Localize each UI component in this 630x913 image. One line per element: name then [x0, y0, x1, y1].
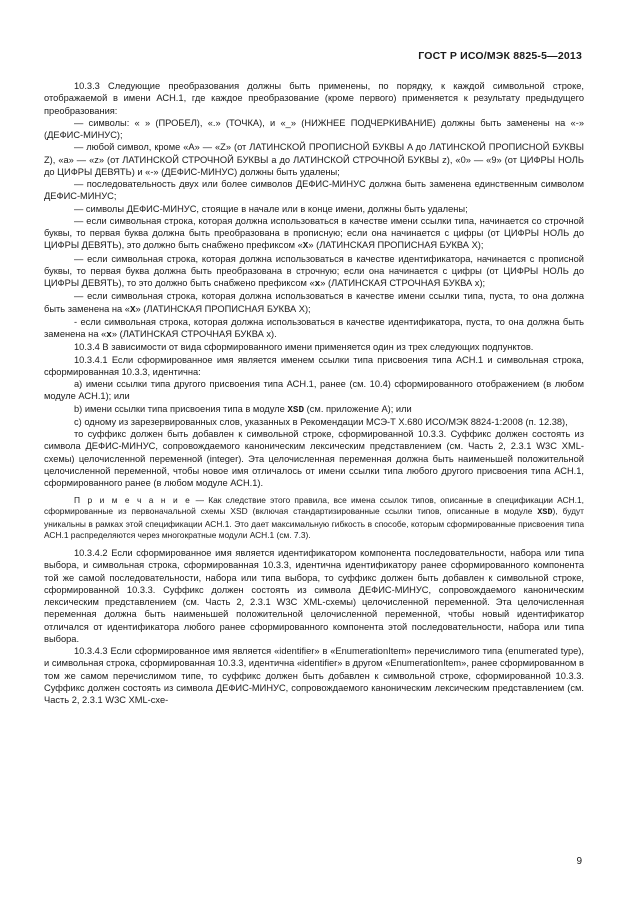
rule-empty-typeref: — если символьная строка, которая должна использоваться в качестве имени ссылки типа, пуста, то она должна быть заменена на «X» (ЛАТИНСКАЯ ПРОПИСНАЯ БУКВА X);: [44, 291, 584, 315]
code-replace-X: X: [129, 303, 136, 315]
page-number: 9: [576, 856, 582, 867]
rule-typeref-case: — если символьная строка, которая должна использоваться в качестве имени ссылки типа, начинается со строчной буквы, то первая буква должна быть преобразована в прописную; если она начинается с цифры (от ЦИФРЫ НОЛЬ до ЦИФРЫ ДЕВЯТЬ), это должно быть снабжено префиксом «X» (ЛАТИНСКАЯ ПРОПИСНАЯ БУКВА X);: [44, 215, 584, 252]
clause-10-3-4-1: 10.3.4.1 Если сформированное имя является именем ссылки типа присвоения типа АСН.1 и символьная строка, сформированная 10.3.3, идентична:: [44, 354, 584, 377]
note: П р и м е ч а н и е — Как следствие этого правила, все имена ссылок типов, описанные в спецификации АСН.1, сформированные из первоначальной схемы XSD (включая стандартизированные ссылки типов, описанные в модуле XSD), будут уникальны в рамках этой спецификации АСН.1. Это дает максимальную гибкость в способе, которым сформированные присвоения типа АСН.1 распределяются через многократные модули АСН.1 (см. 7.3).: [44, 495, 585, 540]
standard-header: ГОСТ Р ИСО/МЭК 8825-5—2013: [418, 50, 582, 62]
clause-10-3-3: 10.3.3 Следующие преобразования должны быть применены, по порядку, к каждой символьной строке, отображаемой в имени АСН.1, где каждое преобразование (кроме первого) применяется к результату предыдущего преобразования:: [44, 81, 584, 116]
rule-replace-symbols: — символы: « » (ПРОБЕЛ), «.» (ТОЧКА), и «_» (НИЖНЕЕ ПОДЧЕРКИВАНИЕ) должны быть заменены на «-» (ДЕФИС-МИНУС);: [44, 117, 584, 140]
clause-10-3-4-3: 10.3.4.3 Если сформированное имя является «identifier» в «EnumerationItem» перечислимого типа (enumerated type), и символьная строка, сформированная 10.3.3, идентична «identifier» в другом «EnumerationItem», ранее сформированном в том же самом перечислимом типе, то суффикс должен быть добавлен к символьной строке, сформированной 10.3.3. Суффикс должен состоять из символа ДЕФИС-МИНУС, сопровождаемого каноническим лексическим представлением (см. Часть 2, 2.3.1 W3C XML-схе-: [44, 646, 584, 706]
rule-trim-hyphens: — символы ДЕФИС-МИНУС, стоящие в начале или в конце имени, должны быть удалены;: [74, 203, 468, 214]
clause-10-3-4-2: 10.3.4.2 Если сформированное имя является идентификатором компонента последовательности, набора или типа выбора, и символьная строка, сформированная 10.3.3, идентична идентификатору ранее сформированного компонента той же самой последовательности, набора или типа выбора, то суффикс должен быть добавлен к символьной строке, сформированной 10.3.3. Суффикс должен состоять из символа ДЕФИС-МИНУС, сопровождаемого каноническим лексическим представлением (см. Часть 2, 2.3.1 W3C XML-схемы) целочисленной переменной. Эта целочисленная переменная должна быть наименьшей положительной целочисленной переменной, чтобы новый идентификатор отличался от идентификатора любого ранее сформированного компонента этой последовательности, набора или типа выбора.: [44, 548, 584, 644]
rule-empty-identifier: - если символьная строка, которая должна использоваться в качестве идентификатора, пуста, то она должна быть заменена на «x» (ЛАТИНСКАЯ СТРОЧНАЯ БУКВА x).: [44, 316, 584, 340]
list-item-b: b) имени ссылки типа присвоения типа в модуле XSD (см. приложение А); или: [74, 403, 412, 415]
code-xsd: XSD: [287, 403, 305, 415]
rule-delete-other-chars: — любой символ, кроме «A» — «Z» (от ЛАТИНСКОЙ ПРОПИСНОЙ БУКВЫ A до ЛАТИНСКОЙ ПРОПИСНОЙ БУКВЫ Z), «a» — «z» (от ЛАТИНСКОЙ СТРОЧНОЙ БУКВЫ a до ЛАТИНСКОЙ СТРОЧНОЙ БУКВЫ z), «0» — «9» (от ЦИФРЫ НОЛЬ до ЦИФРЫ ДЕВЯТЬ) и «-» (ДЕФИС-МИНУС) должны быть удалены;: [44, 142, 584, 177]
note-label: П р и м е ч а н и е: [74, 495, 192, 506]
document-body: [44, 80, 584, 706]
rule-identifier-case: — если символьная строка, которая должна использоваться в качестве идентификатора, начинается с прописной буквы, то первая буква должна быть преобразована в строчную; если она начинается с цифры (от ЦИФРЫ НОЛЬ до ЦИФРЫ ДЕВЯТЬ), то это должно быть снабжено префиксом «x» (ЛАТИНСКАЯ СТРОЧНАЯ БУКВА x);: [44, 253, 584, 289]
list-item-c: c) одному из зарезервированных слов, указанных в Рекомендации МСЭ-Т X.680 ИСО/МЭК 8824-1:2008 (п. 12.38),: [74, 416, 568, 427]
clause-10-3-4: 10.3.4 В зависимости от вида сформированного имени применяется один из трех следующих подпунктов.: [74, 342, 534, 353]
code-prefix-x: x: [314, 278, 321, 289]
suffix-rule: то суффикс должен быть добавлен к символьной строке, сформированной 10.3.3. Суффикс должен состоять из символа ДЕФИС-МИНУС, сопровождаемого каноническим лексическим представлением (см. Часть 2, 2.3.1 W3C XML-схемы) целочисленной переменной (integer). Эта целочисленная переменная должна быть наименьшей положительной целочисленной переменной, чтобы новое имя отличалось от имени ссылки типа любого другого присвоения типа АСН.1, сформированного ранее (в любом модуле АСН.1).: [44, 429, 584, 488]
code-xsd-note: XSD: [537, 507, 553, 518]
list-item-a: a) имени ссылки типа другого присвоения типа АСН.1, ранее (см. 10.4) сформированного отображением (в любом модуле АСН.1); или: [44, 379, 584, 402]
code-prefix-X: X: [302, 240, 309, 252]
code-replace-x: x: [106, 329, 112, 340]
rule-collapse-hyphens: — последовательность двух или более символов ДЕФИС-МИНУС должна быть заменена единственным символом ДЕФИС-МИНУС;: [44, 179, 584, 202]
